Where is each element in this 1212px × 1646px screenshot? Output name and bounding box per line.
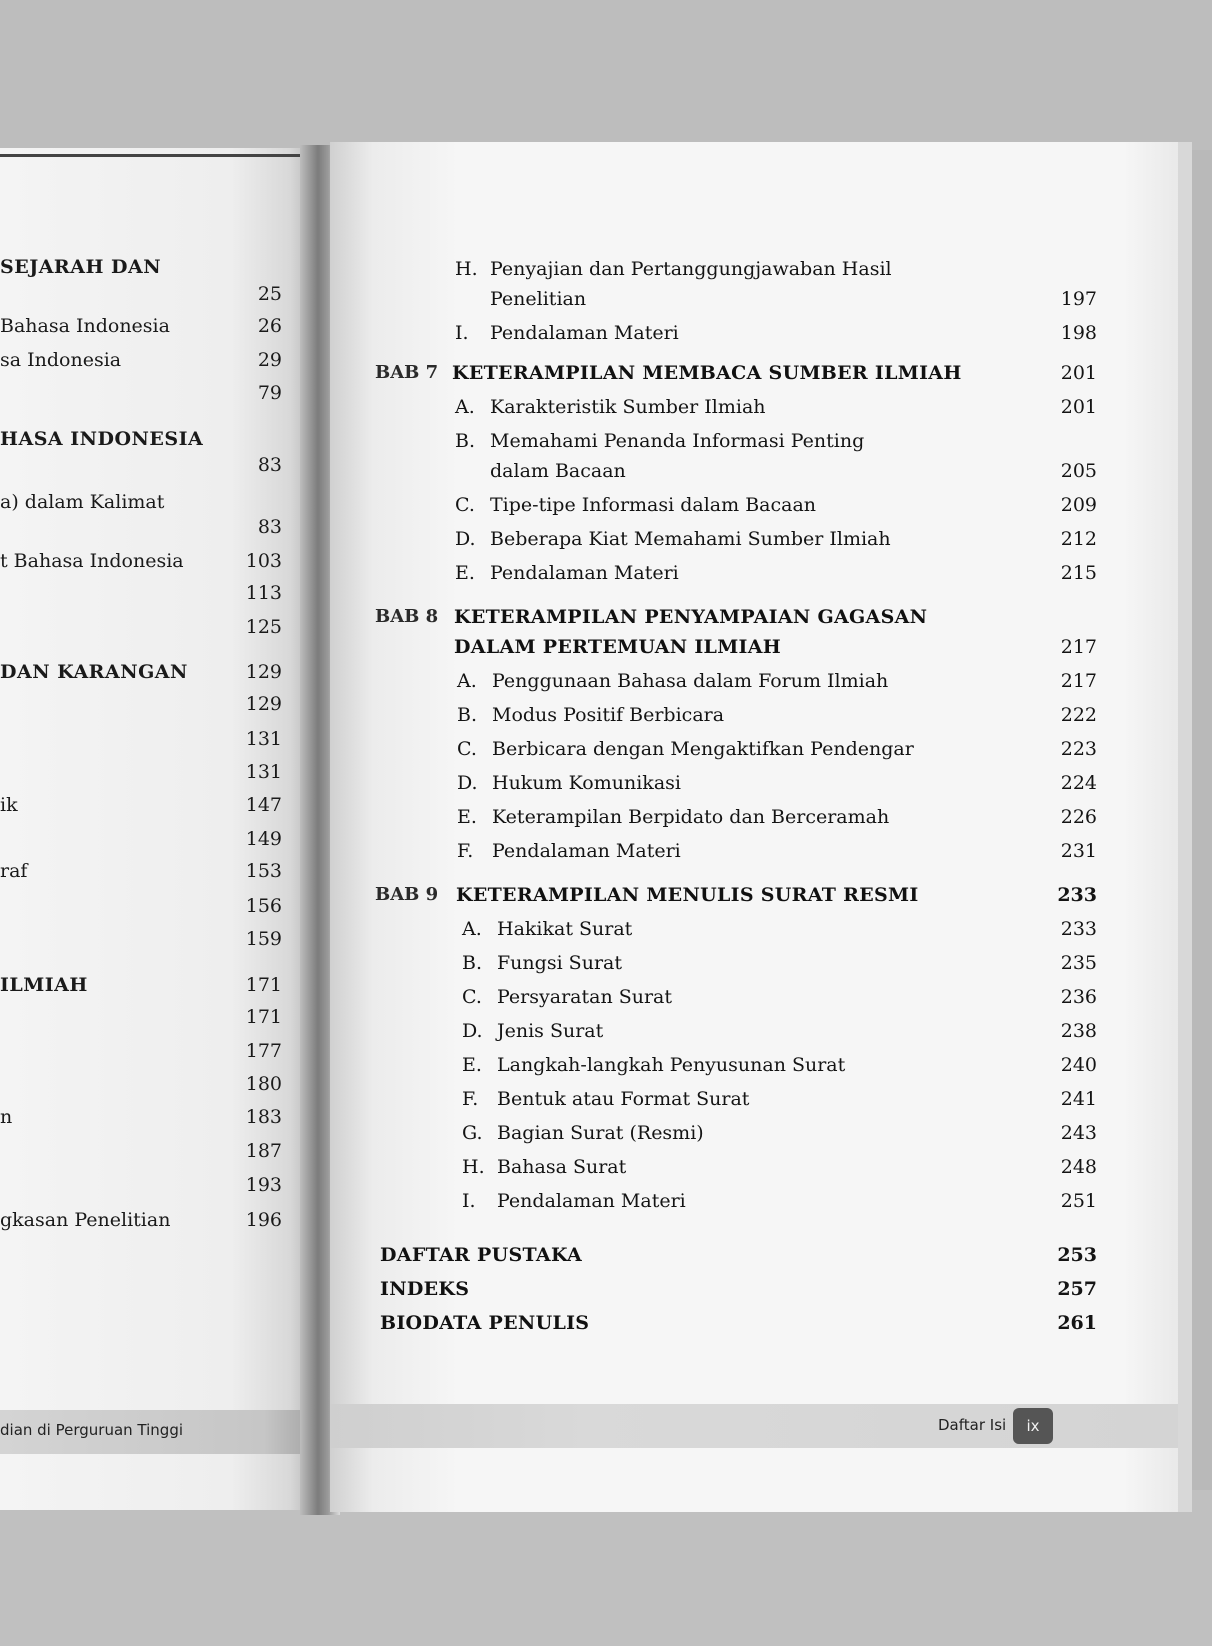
left-page-number: 156	[245, 895, 282, 917]
toc-item-title: dalam Bacaan	[490, 460, 626, 482]
toc-item-title: Persyaratan Surat	[497, 986, 673, 1008]
end-matter-title: BIODATA PENULIS	[380, 1312, 590, 1334]
toc-item-title: Fungsi Surat	[497, 952, 622, 974]
left-page-number: 177	[245, 1040, 282, 1062]
left-toc-entry: Bahasa Indonesia	[0, 315, 170, 337]
left-chapter-title: SEJARAH DAN	[0, 256, 162, 278]
left-page-number: 159	[245, 928, 282, 950]
toc-item-page: 243	[1060, 1122, 1097, 1144]
chapter-page: 201	[1060, 362, 1097, 384]
left-toc-entry: gkasan Penelitian	[0, 1209, 171, 1231]
chapter-title: KETERAMPILAN PENYAMPAIAN GAGASAN	[454, 606, 928, 628]
toc-item-letter: C.	[455, 494, 475, 516]
toc-item-title: Penelitian	[490, 288, 587, 310]
chapter-label: BAB 7	[375, 362, 439, 383]
toc-item-page: 197	[1060, 288, 1097, 310]
end-matter-title: INDEKS	[380, 1278, 470, 1300]
toc-item-letter: B.	[457, 704, 478, 726]
left-page-number: 149	[245, 828, 282, 850]
toc-item-title: Jenis Surat	[497, 1020, 604, 1042]
toc-item-page: 223	[1060, 738, 1097, 760]
toc-item-title: Penyajian dan Pertanggungjawaban Hasil	[490, 258, 892, 280]
toc-item-page: 212	[1060, 528, 1097, 550]
toc-item-page: 248	[1060, 1156, 1097, 1178]
toc-item-page: 217	[1060, 670, 1097, 692]
left-page-rule	[0, 154, 310, 157]
toc-item-letter: G.	[462, 1122, 483, 1144]
left-page-number: 183	[245, 1106, 282, 1128]
left-chapter-title: HASA INDONESIA	[0, 428, 204, 450]
toc-item-letter: B.	[462, 952, 483, 974]
left-page-number: 131	[245, 761, 282, 783]
left-toc-entry: ik	[0, 794, 18, 816]
toc-item-letter: E.	[455, 562, 475, 584]
toc-item-title: Berbicara dengan Mengaktifkan Pendengar	[492, 738, 914, 760]
toc-item-page: 241	[1060, 1088, 1097, 1110]
left-page-number: 83	[257, 454, 282, 476]
toc-item-title: Bentuk atau Format Surat	[497, 1088, 750, 1110]
left-page-number: 25	[257, 283, 282, 305]
toc-item-letter: F.	[457, 840, 474, 862]
left-toc-entry: raf	[0, 860, 28, 882]
scan-background-bottom	[0, 1490, 1212, 1646]
toc-item-title: Pendalaman Materi	[492, 840, 681, 862]
toc-item-page: 233	[1060, 918, 1097, 940]
left-page-number: 26	[257, 315, 282, 337]
toc-item-title: Bahasa Surat	[497, 1156, 627, 1178]
left-chapter-title: DAN KARANGAN	[0, 661, 188, 683]
toc-item-title: Tipe-tipe Informasi dalam Bacaan	[490, 494, 817, 516]
toc-item-page: 231	[1060, 840, 1097, 862]
toc-item-page: 235	[1060, 952, 1097, 974]
toc-item-letter: C.	[457, 738, 477, 760]
page-edge	[1178, 142, 1192, 1512]
left-page-number: 171	[245, 974, 282, 996]
toc-item-letter: D.	[455, 528, 476, 550]
left-toc-entry: t Bahasa Indonesia	[0, 550, 184, 572]
left-page-number: 147	[245, 794, 282, 816]
toc-item-letter: I.	[455, 322, 469, 344]
end-matter-page: 261	[1057, 1312, 1097, 1334]
toc-item-letter: F.	[462, 1088, 479, 1110]
toc-item-page: 224	[1060, 772, 1097, 794]
left-toc-entry: n	[0, 1106, 13, 1128]
toc-item-title: Langkah-langkah Penyusunan Surat	[497, 1054, 846, 1076]
toc-item-page: 198	[1060, 322, 1097, 344]
left-page-number: 187	[245, 1140, 282, 1162]
left-page-number: 131	[245, 728, 282, 750]
chapter-title: KETERAMPILAN MENULIS SURAT RESMI	[456, 884, 919, 906]
left-page-number: 129	[245, 693, 282, 715]
toc-item-page: 226	[1060, 806, 1097, 828]
left-page-number: 153	[245, 860, 282, 882]
toc-item-title: Pendalaman Materi	[490, 562, 679, 584]
left-chapter-title: ILMIAH	[0, 974, 88, 996]
toc-item-title: Karakteristik Sumber Ilmiah	[490, 396, 766, 418]
toc-item-letter: A.	[462, 918, 482, 940]
toc-item-page: 201	[1060, 396, 1097, 418]
left-toc-entry: a) dalam Kalimat	[0, 491, 165, 513]
chapter-page: 217	[1060, 636, 1097, 658]
left-toc-entry: sa Indonesia	[0, 349, 122, 371]
toc-item-title: Modus Positif Berbicara	[492, 704, 725, 726]
toc-item-title: Beberapa Kiat Memahami Sumber Ilmiah	[490, 528, 891, 550]
toc-item-page: 209	[1060, 494, 1097, 516]
left-page-number: 171	[245, 1006, 282, 1028]
footer-section-label: Daftar Isi	[938, 1416, 1007, 1434]
toc-item-title: Hakikat Surat	[497, 918, 633, 940]
end-matter-page: 253	[1057, 1244, 1097, 1266]
left-page	[0, 148, 330, 1510]
toc-item-page: 205	[1060, 460, 1097, 482]
toc-item-page: 236	[1060, 986, 1097, 1008]
scan-background-top	[0, 0, 1212, 150]
left-page-number: 125	[245, 616, 282, 638]
toc-item-letter: D.	[457, 772, 478, 794]
toc-item-letter: H.	[462, 1156, 485, 1178]
end-matter-page: 257	[1057, 1278, 1097, 1300]
left-page-number: 193	[245, 1174, 282, 1196]
left-page-number: 83	[257, 516, 282, 538]
left-page-number: 103	[245, 550, 282, 572]
toc-item-page: 222	[1060, 704, 1097, 726]
toc-item-letter: D.	[462, 1020, 483, 1042]
toc-item-title: Keterampilan Berpidato dan Berceramah	[492, 806, 890, 828]
chapter-page: 233	[1057, 884, 1097, 906]
toc-item-page: 238	[1060, 1020, 1097, 1042]
left-footer-text: dian di Perguruan Tinggi	[0, 1421, 184, 1439]
chapter-title: DALAM PERTEMUAN ILMIAH	[454, 636, 782, 658]
toc-item-letter: H.	[455, 258, 478, 280]
toc-item-page: 251	[1060, 1190, 1097, 1212]
toc-item-letter: I.	[462, 1190, 476, 1212]
toc-item-page: 240	[1060, 1054, 1097, 1076]
chapter-label: BAB 9	[375, 884, 439, 905]
toc-item-letter: B.	[455, 430, 476, 452]
toc-item-letter: A.	[457, 670, 477, 692]
toc-item-letter: C.	[462, 986, 482, 1008]
toc-item-page: 215	[1060, 562, 1097, 584]
left-page-number: 29	[257, 349, 282, 371]
toc-item-letter: E.	[462, 1054, 482, 1076]
toc-item-title: Hukum Komunikasi	[492, 772, 681, 794]
left-page-number: 129	[245, 661, 282, 683]
toc-item-title: Bagian Surat (Resmi)	[497, 1122, 704, 1144]
toc-item-title: Penggunaan Bahasa dalam Forum Ilmiah	[492, 670, 889, 692]
left-page-number: 180	[245, 1073, 282, 1095]
page-number-badge: ix	[1013, 1408, 1053, 1444]
chapter-title: KETERAMPILAN MEMBACA SUMBER ILMIAH	[452, 362, 962, 384]
left-page-number: 113	[245, 582, 282, 604]
right-page	[330, 142, 1192, 1512]
toc-item-title: Memahami Penanda Informasi Penting	[490, 430, 865, 452]
chapter-label: BAB 8	[375, 606, 439, 627]
toc-item-letter: A.	[455, 396, 475, 418]
left-page-number: 196	[245, 1209, 282, 1231]
toc-item-title: Pendalaman Materi	[497, 1190, 686, 1212]
toc-item-title: Pendalaman Materi	[490, 322, 679, 344]
toc-item-letter: E.	[457, 806, 477, 828]
left-page-number: 79	[257, 382, 282, 404]
end-matter-title: DAFTAR PUSTAKA	[380, 1244, 583, 1266]
